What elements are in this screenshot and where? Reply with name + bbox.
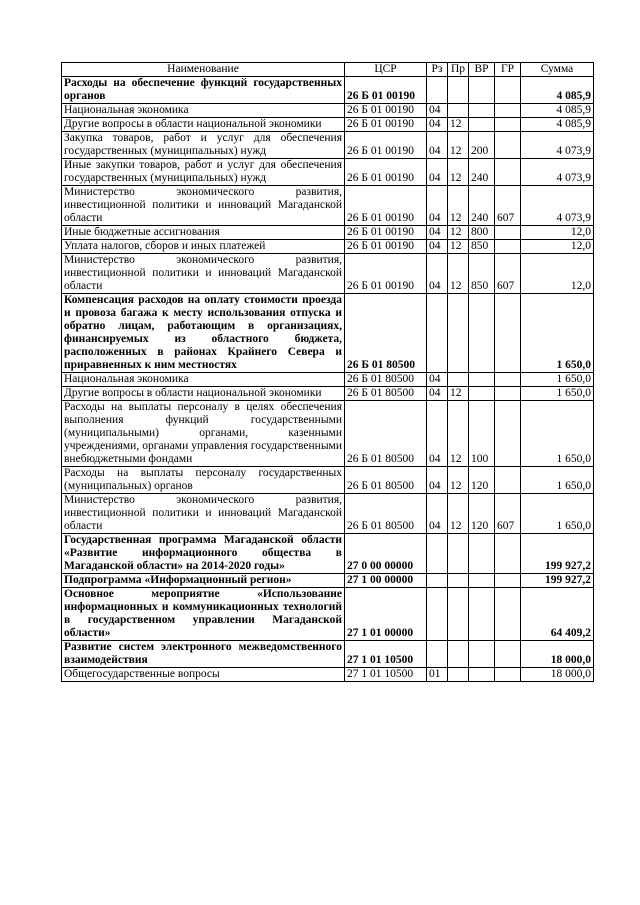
- row-sum: 4 073,9: [521, 132, 594, 159]
- row-gr: 607: [495, 186, 521, 226]
- table-row: [62, 401, 594, 467]
- row-rz: [427, 588, 448, 641]
- row-vr: [469, 77, 495, 104]
- row-rz: [427, 294, 448, 373]
- row-csr: 26 Б 01 80500: [345, 401, 427, 467]
- table-row: [62, 104, 594, 118]
- row-pr: 12: [448, 240, 469, 254]
- row-name: Общегосударственные вопросы: [62, 668, 345, 682]
- row-vr: 120: [469, 494, 495, 534]
- row-name: Национальная экономика: [62, 373, 345, 387]
- row-pr: 12: [448, 401, 469, 467]
- table-body: [62, 77, 594, 682]
- row-rz: 04: [427, 373, 448, 387]
- row-rz: [427, 574, 448, 588]
- table-row: [62, 534, 594, 574]
- row-gr: [495, 132, 521, 159]
- row-vr: 100: [469, 401, 495, 467]
- row-csr: 27 1 01 10500: [345, 668, 427, 682]
- row-rz: 04: [427, 226, 448, 240]
- row-sum: 4 085,9: [521, 77, 594, 104]
- row-name: Расходы на выплаты персоналу в целях обеспечения выполнения функций государственными (муниципальными) органами, казенными учреждениями, органами управления государственными внебюджетными фондами: [62, 401, 345, 467]
- row-name: Подпрограмма «Информационный регион»: [62, 574, 345, 588]
- row-sum: 1 650,0: [521, 387, 594, 401]
- row-rz: 04: [427, 387, 448, 401]
- row-vr: 120: [469, 467, 495, 494]
- row-vr: [469, 588, 495, 641]
- row-vr: 850: [469, 254, 495, 294]
- row-name: Министерство экономического развития, инвестиционной политики и инноваций Магаданской области: [62, 186, 345, 226]
- row-gr: 607: [495, 254, 521, 294]
- row-csr: 26 Б 01 00190: [345, 254, 427, 294]
- row-pr: [448, 641, 469, 668]
- row-pr: [448, 77, 469, 104]
- table-row: [62, 186, 594, 226]
- row-gr: [495, 387, 521, 401]
- row-csr: 27 1 00 00000: [345, 574, 427, 588]
- row-csr: 26 Б 01 80500: [345, 373, 427, 387]
- row-rz: 04: [427, 118, 448, 132]
- row-pr: 12: [448, 226, 469, 240]
- row-pr: 12: [448, 467, 469, 494]
- table-row: [62, 588, 594, 641]
- row-rz: 04: [427, 494, 448, 534]
- table-row: [62, 467, 594, 494]
- row-csr: 26 Б 01 00190: [345, 77, 427, 104]
- row-vr: [469, 104, 495, 118]
- table-row: [62, 226, 594, 240]
- row-pr: [448, 373, 469, 387]
- row-pr: [448, 534, 469, 574]
- row-gr: [495, 294, 521, 373]
- header-vr: ВР: [469, 63, 495, 77]
- row-csr: 27 1 01 00000: [345, 588, 427, 641]
- row-name: Национальная экономика: [62, 104, 345, 118]
- row-name: Закупка товаров, работ и услуг для обеспечения государственных (муниципальных) нужд: [62, 132, 345, 159]
- table-row: [62, 254, 594, 294]
- row-name: Другие вопросы в области национальной экономики: [62, 118, 345, 132]
- row-name: Министерство экономического развития, инвестиционной политики и инноваций Магаданской области: [62, 254, 345, 294]
- row-name: Другие вопросы в области национальной экономики: [62, 387, 345, 401]
- row-pr: [448, 104, 469, 118]
- row-rz: 04: [427, 186, 448, 226]
- row-vr: [469, 118, 495, 132]
- row-vr: 200: [469, 132, 495, 159]
- table-row: [62, 574, 594, 588]
- header-sum: Сумма: [521, 63, 594, 77]
- row-rz: 04: [427, 104, 448, 118]
- row-sum: 64 409,2: [521, 588, 594, 641]
- row-rz: [427, 534, 448, 574]
- row-rz: 04: [427, 159, 448, 186]
- row-name: Иные закупки товаров, работ и услуг для обеспечения государственных (муниципальных) нужд: [62, 159, 345, 186]
- row-sum: 4 073,9: [521, 159, 594, 186]
- row-name: Компенсация расходов на оплату стоимости проезда и провоза багажа к месту использования отпуска и обратно лицам, работающим в организациях, финансируемых из областного бюджета, расположенных в районах Крайнего Севера и приравненных к ним местностях: [62, 294, 345, 373]
- row-sum: 1 650,0: [521, 467, 594, 494]
- row-rz: 04: [427, 467, 448, 494]
- table-row: [62, 240, 594, 254]
- row-gr: [495, 588, 521, 641]
- header-rz: Рз: [427, 63, 448, 77]
- row-pr: 12: [448, 159, 469, 186]
- row-gr: [495, 226, 521, 240]
- row-rz: 04: [427, 254, 448, 294]
- row-csr: 26 Б 01 80500: [345, 494, 427, 534]
- table-row: [62, 132, 594, 159]
- row-csr: 26 Б 01 00190: [345, 226, 427, 240]
- row-vr: [469, 668, 495, 682]
- row-gr: [495, 373, 521, 387]
- row-pr: 12: [448, 132, 469, 159]
- row-csr: 26 Б 01 80500: [345, 467, 427, 494]
- row-csr: 26 Б 01 80500: [345, 387, 427, 401]
- row-sum: 12,0: [521, 254, 594, 294]
- row-name: Государственная программа Магаданской области «Развитие информационного общества в Магаданской области» на 2014-2020 годы»: [62, 534, 345, 574]
- row-gr: [495, 534, 521, 574]
- budget-table: [61, 62, 594, 682]
- row-sum: 18 000,0: [521, 641, 594, 668]
- row-vr: [469, 294, 495, 373]
- table-row: [62, 373, 594, 387]
- table-header-row: [62, 63, 594, 77]
- row-gr: [495, 240, 521, 254]
- row-sum: 1 650,0: [521, 494, 594, 534]
- row-pr: 12: [448, 387, 469, 401]
- row-csr: 26 Б 01 00190: [345, 132, 427, 159]
- row-sum: 199 927,2: [521, 534, 594, 574]
- row-rz: 04: [427, 401, 448, 467]
- row-pr: 12: [448, 186, 469, 226]
- row-sum: 18 000,0: [521, 668, 594, 682]
- row-gr: [495, 467, 521, 494]
- table-row: [62, 118, 594, 132]
- row-csr: 27 1 01 10500: [345, 641, 427, 668]
- row-sum: 4 085,9: [521, 104, 594, 118]
- row-csr: 26 Б 01 80500: [345, 294, 427, 373]
- row-gr: [495, 641, 521, 668]
- row-gr: [495, 159, 521, 186]
- row-rz: 04: [427, 132, 448, 159]
- row-pr: [448, 574, 469, 588]
- row-sum: 12,0: [521, 226, 594, 240]
- row-rz: 01: [427, 668, 448, 682]
- row-csr: 26 Б 01 00190: [345, 159, 427, 186]
- row-pr: 12: [448, 254, 469, 294]
- row-gr: [495, 668, 521, 682]
- row-gr: [495, 574, 521, 588]
- table-row: [62, 77, 594, 104]
- row-vr: [469, 373, 495, 387]
- row-name: Расходы на обеспечение функций государственных органов: [62, 77, 345, 104]
- row-pr: 12: [448, 118, 469, 132]
- row-pr: [448, 294, 469, 373]
- row-rz: 04: [427, 240, 448, 254]
- header-csr: ЦСР: [345, 63, 427, 77]
- row-gr: 607: [495, 494, 521, 534]
- row-vr: 800: [469, 226, 495, 240]
- row-csr: 26 Б 01 00190: [345, 118, 427, 132]
- header-pr: Пр: [448, 63, 469, 77]
- row-sum: 1 650,0: [521, 373, 594, 387]
- row-vr: 240: [469, 159, 495, 186]
- row-vr: [469, 574, 495, 588]
- table-row: [62, 494, 594, 534]
- row-sum: 12,0: [521, 240, 594, 254]
- row-vr: 240: [469, 186, 495, 226]
- table-row: [62, 387, 594, 401]
- table-row: [62, 159, 594, 186]
- table-row: [62, 641, 594, 668]
- row-sum: 4 073,9: [521, 186, 594, 226]
- row-csr: 26 Б 01 00190: [345, 104, 427, 118]
- row-pr: 12: [448, 494, 469, 534]
- row-vr: [469, 387, 495, 401]
- row-name: Иные бюджетные ассигнования: [62, 226, 345, 240]
- row-csr: 26 Б 01 00190: [345, 240, 427, 254]
- row-rz: [427, 641, 448, 668]
- row-gr: [495, 401, 521, 467]
- row-name: Основное мероприятие «Использование информационных и коммуникационных технологий в государственном управлении Магаданской области»: [62, 588, 345, 641]
- row-csr: 26 Б 01 00190: [345, 186, 427, 226]
- row-sum: 1 650,0: [521, 401, 594, 467]
- row-name: Расходы на выплаты персоналу государственных (муниципальных) органов: [62, 467, 345, 494]
- row-gr: [495, 77, 521, 104]
- row-sum: 199 927,2: [521, 574, 594, 588]
- row-vr: [469, 641, 495, 668]
- row-gr: [495, 104, 521, 118]
- header-gr: ГР: [495, 63, 521, 77]
- row-name: Министерство экономического развития, инвестиционной политики и инноваций Магаданской области: [62, 494, 345, 534]
- row-vr: 850: [469, 240, 495, 254]
- row-pr: [448, 668, 469, 682]
- row-sum: 4 085,9: [521, 118, 594, 132]
- row-pr: [448, 588, 469, 641]
- row-sum: 1 650,0: [521, 294, 594, 373]
- row-name: Уплата налогов, сборов и иных платежей: [62, 240, 345, 254]
- row-csr: 27 0 00 00000: [345, 534, 427, 574]
- row-rz: [427, 77, 448, 104]
- row-gr: [495, 118, 521, 132]
- header-name: Наименование: [62, 63, 345, 77]
- row-name: Развитие систем электронного межведомственного взаимодействия: [62, 641, 345, 668]
- table-row: [62, 294, 594, 373]
- table-row: [62, 668, 594, 682]
- row-vr: [469, 534, 495, 574]
